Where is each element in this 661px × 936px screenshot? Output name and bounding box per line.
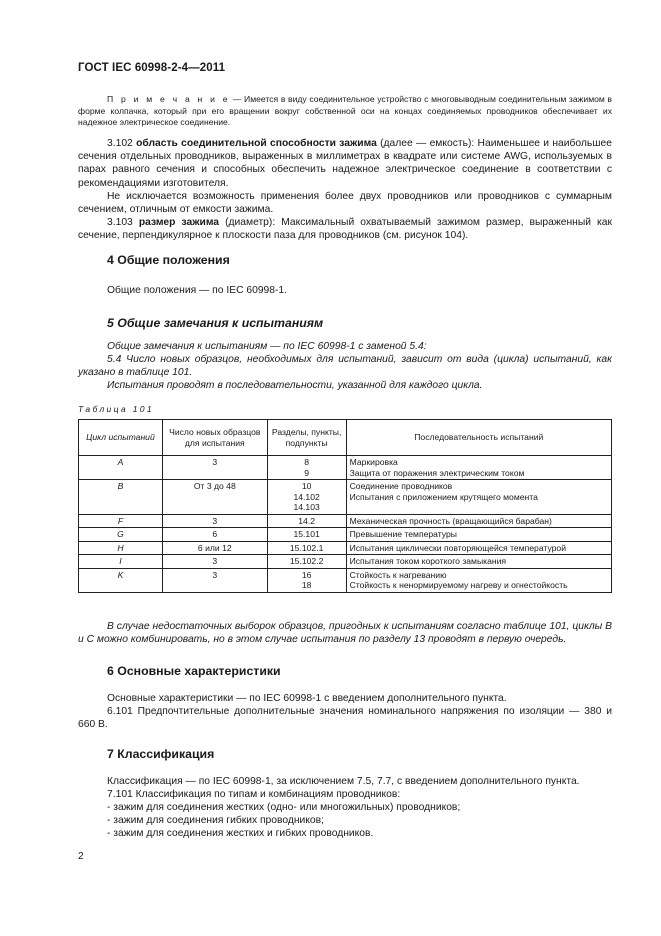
definition-text: (далее — емкость): Наименьшее и наибольшее сечения отдельных проводников, выраженных в миллиметрах в квадрате или системе AWG, используемых в парах равного сечения и способных обеспечить надежное электрическое соединение в соответствии с рекомендациями изготовителя. [78, 138, 612, 189]
section-5-p1: Общие замечания к испытаниям — по IEC 60998-1 с заменой 5.4: [107, 341, 427, 352]
clause: 8 [304, 457, 310, 467]
cell-cycle: H [79, 541, 163, 555]
table-row [79, 568, 612, 592]
cell-samples: 3 [162, 514, 267, 528]
cell-cycle: G [79, 528, 163, 542]
section-6-title: 6 Основные характеристики [107, 664, 281, 678]
cell-clauses: 15.101 [267, 528, 346, 542]
cell-tests [346, 456, 611, 480]
list-item: - зажим для соединения жестких и гибких проводников. [107, 828, 374, 839]
cell-samples: 3 [162, 456, 267, 480]
cell-clauses [267, 456, 346, 480]
cell-clauses [267, 480, 346, 515]
cell-tests [346, 568, 611, 592]
cell-tests: Испытания током короткого замыкания [346, 555, 611, 569]
definition-3-102 [78, 137, 612, 190]
section-5-title: 5 Общие замечания к испытаниям [107, 316, 324, 330]
cell-clauses [267, 568, 346, 592]
table-row [79, 456, 612, 480]
page-number: 2 [78, 851, 84, 862]
cell-clauses: 14.2 [267, 514, 346, 528]
section-6-p1: Основные характеристики — по IEC 60998-1 с введением дополнительного пункта. [107, 693, 507, 704]
cell-clauses: 15.102.2 [267, 555, 346, 569]
cell-tests: Испытания циклически повторяющейся температурой [346, 541, 611, 555]
cell-clauses: 15.102.1 [267, 541, 346, 555]
table-row [79, 514, 612, 528]
cell-cycle: K [79, 568, 163, 592]
test-item: Стойкость к нагреванию [349, 569, 447, 580]
clause: 10 [301, 481, 312, 491]
test-item: Испытания с приложением крутящего момента [349, 491, 538, 502]
definition-term: размер зажима [138, 217, 220, 228]
cell-samples: 6 [162, 528, 267, 542]
table-header-row [79, 420, 612, 456]
test-item: Защита от поражения электрическим током [349, 467, 525, 478]
section-7-p2: 7.101 Классификация по типам и комбинациям проводников: [107, 789, 401, 800]
cell-samples: 3 [162, 568, 267, 592]
clause: 14.102 [293, 491, 320, 502]
table-row [79, 555, 612, 569]
note-paragraph [78, 94, 612, 129]
cell-samples: От 3 до 48 [162, 480, 267, 515]
header-cycle: Цикл испытаний [79, 420, 163, 456]
section-4-title: 4 Общие положения [107, 253, 230, 267]
section-7-title: 7 Классификация [107, 747, 215, 761]
cell-cycle: F [79, 514, 163, 528]
definition-number: 3.103 [107, 217, 139, 228]
section-7-p1: Классификация — по IEC 60998-1, за исключением 7.5, 7.7, с введением дополнительного пункта. [107, 776, 580, 787]
definition-number: 3.102 [107, 138, 137, 149]
cell-samples: 3 [162, 555, 267, 569]
cell-cycle: I [79, 555, 163, 569]
table-caption: Таблица 101 [78, 404, 154, 414]
test-item: Маркировка [349, 457, 398, 467]
two-conductors-paragraph: Не исключается возможность применения более двух проводников или проводников с суммарным сечением, отличным от емкости зажима. [78, 191, 612, 216]
header-tests: Последовательность испытаний [346, 420, 611, 456]
cell-cycle: B [79, 480, 163, 515]
clause: 16 [301, 569, 312, 580]
clause: 18 [301, 580, 312, 590]
cell-tests: Механическая прочность (вращающийся барабан) [346, 514, 611, 528]
table-row [79, 528, 612, 542]
test-item: Соединение проводников [349, 481, 453, 491]
section-4-text: Общие положения — по IEC 60998-1. [107, 285, 288, 296]
table-footnote-paragraph: В случае недостаточных выборок образцов, пригодных к испытаниям согласно таблице 101, циклы B и C можно комбинировать, но в этом случае испытания по разделу 13 проводят в первую очередь. [78, 621, 612, 646]
table-row [79, 541, 612, 555]
section-6-p2: 6.101 Предпочтительные дополнительные значения номинального напряжения по изоляции — 380 и 660 В. [78, 706, 612, 731]
note-label: П р и м е ч а н и е [107, 94, 231, 104]
header-samples: Число новых образцов для испытания [162, 420, 267, 456]
header-clauses: Разделы, пункты, подпункты [267, 420, 346, 456]
definition-text: (диаметр): Максимальный охватываемый зажимом размер, выраженный как сечение, перпендикулярное к плоскости паза для проводников (см. рисунок 104). [78, 217, 613, 242]
clause: 9 [304, 467, 310, 478]
cell-tests [346, 480, 611, 515]
definition-term: область соединительной способности зажима [136, 138, 377, 149]
section-5-p2: 5.4 Число новых образцов, необходимых для испытаний, зависит от вида (цикла) испытаний, как указано в таблице 101. [78, 354, 612, 379]
test-item: Стойкость к ненормируемому нагреву и огнестойкость [349, 580, 568, 590]
document-header: ГОСТ IEC 60998-2-4—2011 [78, 62, 226, 74]
list-item: - зажим для соединения гибких проводников; [107, 815, 324, 826]
cell-cycle: A [79, 456, 163, 480]
table-row [79, 480, 612, 515]
definition-3-103 [78, 216, 612, 242]
note-text: — Имеется в виду соединительное устройство с многовыводным соединительным зажимом в форме колпачка, который при его вращении вокруг собственной оси на концах соединяемых проводников обеспечивает их надежное электрическое соединение. [78, 94, 613, 128]
section-5-p3: Испытания проводят в последовательности, указанной для каждого цикла. [107, 380, 483, 391]
cell-samples: 6 или 12 [162, 541, 267, 555]
clause: 14.103 [293, 502, 320, 512]
list-item: - зажим для соединения жестких (одно- или многожильных) проводников; [107, 802, 461, 813]
cell-tests: Превышение температуры [346, 528, 611, 542]
tests-table [78, 419, 612, 593]
